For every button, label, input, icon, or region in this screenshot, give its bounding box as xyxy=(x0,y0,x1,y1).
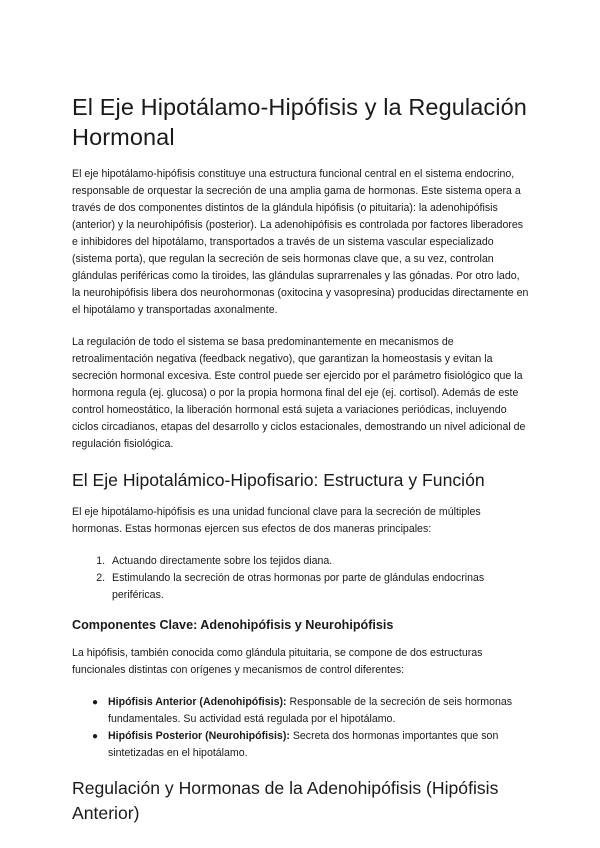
list-item: 2. Estimulando la secreción de otras hormonas por parte de glándulas endocrinas periféricas. xyxy=(108,570,530,604)
section-eje-paragraph: El eje hipotálamo-hipófisis es una unidad funcional clave para la secreción de múltiples hormonas. Estas hormonas ejercen sus efectos de dos maneras principales: xyxy=(72,506,481,535)
list-item xyxy=(92,694,530,728)
effects-list xyxy=(72,553,530,604)
intro-paragraph-2: La regulación de todo el sistema se basa predominantemente en mecanismos de retroalimentación negativa (feedback negativo), que garantizan la homeostasis y evitan la secreción hormonal excesiva. Este control puede ser ejercido por el parámetro fisiológico que la hormona regula (ej. glucosa) o por la propia hormona final del eje (ej. cortisol). Además de este control homeostático, la liberación hormonal está sujeta a variaciones periódicas, incluyendo ciclos circadianos, etapas del desarrollo y ciclos estacionales, demostrando un nivel adicional de regulación fisiológica. xyxy=(72,336,526,450)
subsection-paragraph: La hipófisis, también conocida como glándula pituitaria, se compone de dos estructuras funcionales distintas con orígenes y mecanismos de control diferentes: xyxy=(72,647,483,676)
list-item-bold: Hipófisis Posterior (Neurohipófisis): xyxy=(108,730,290,742)
document-title: El Eje Hipotálamo-Hipófisis y la Regulación Hormonal xyxy=(72,94,527,150)
section-heading-eje: El Eje Hipotalámico-Hipofisario: Estructura y Función xyxy=(72,470,485,490)
subsection-heading-componentes: Componentes Clave: Adenohipófisis y Neurohipófisis xyxy=(72,618,394,632)
components-list xyxy=(72,694,530,762)
list-item-bold: Hipófisis Anterior (Adenohipófisis): xyxy=(108,696,287,708)
list-item-text: Secreta dos hormonas importantes que son sintetizadas en el hipotálamo. xyxy=(108,730,499,759)
list-item: 1. Actuando directamente sobre los tejidos diana. xyxy=(108,553,530,570)
section-heading-regulacion: Regulación y Hormonas de la Adenohipófisis (Hipófisis Anterior) xyxy=(72,778,499,823)
bullet-icon: ● xyxy=(92,697,99,708)
list-item xyxy=(92,728,530,762)
intro-paragraph-1: El eje hipotálamo-hipófisis constituye una estructura funcional central en el sistema endocrino, responsable de orquestar la secreción de una amplia gama de hormonas. Este sistema opera a través de dos componentes distintos de la glándula hipófisis (o pituitaria): la adenohipófisis (anterior) y la neurohipófisis (posterior). La adenohipófisis es controlada por factores liberadores e inhibidores del hipotálamo, transportados a través de un sistema vascular especializado (sistema porta), que regulan la secreción de seis hormonas clave que, a su vez, controlan glándulas periféricas como la tiroides, las glándulas suprarrenales y las gónadas. Por otro lado, la neurohipófisis libera dos neurohormonas (oxitocina y vasopresina) producidas directamente en el hipotálamo y transportadas axonalmente. xyxy=(72,168,529,316)
document-body xyxy=(72,92,530,838)
list-item-text: Responsable de la secreción de seis hormonas fundamentales. Su actividad está regulada por el hipotálamo. xyxy=(108,696,513,725)
bullet-icon: ● xyxy=(92,731,99,742)
